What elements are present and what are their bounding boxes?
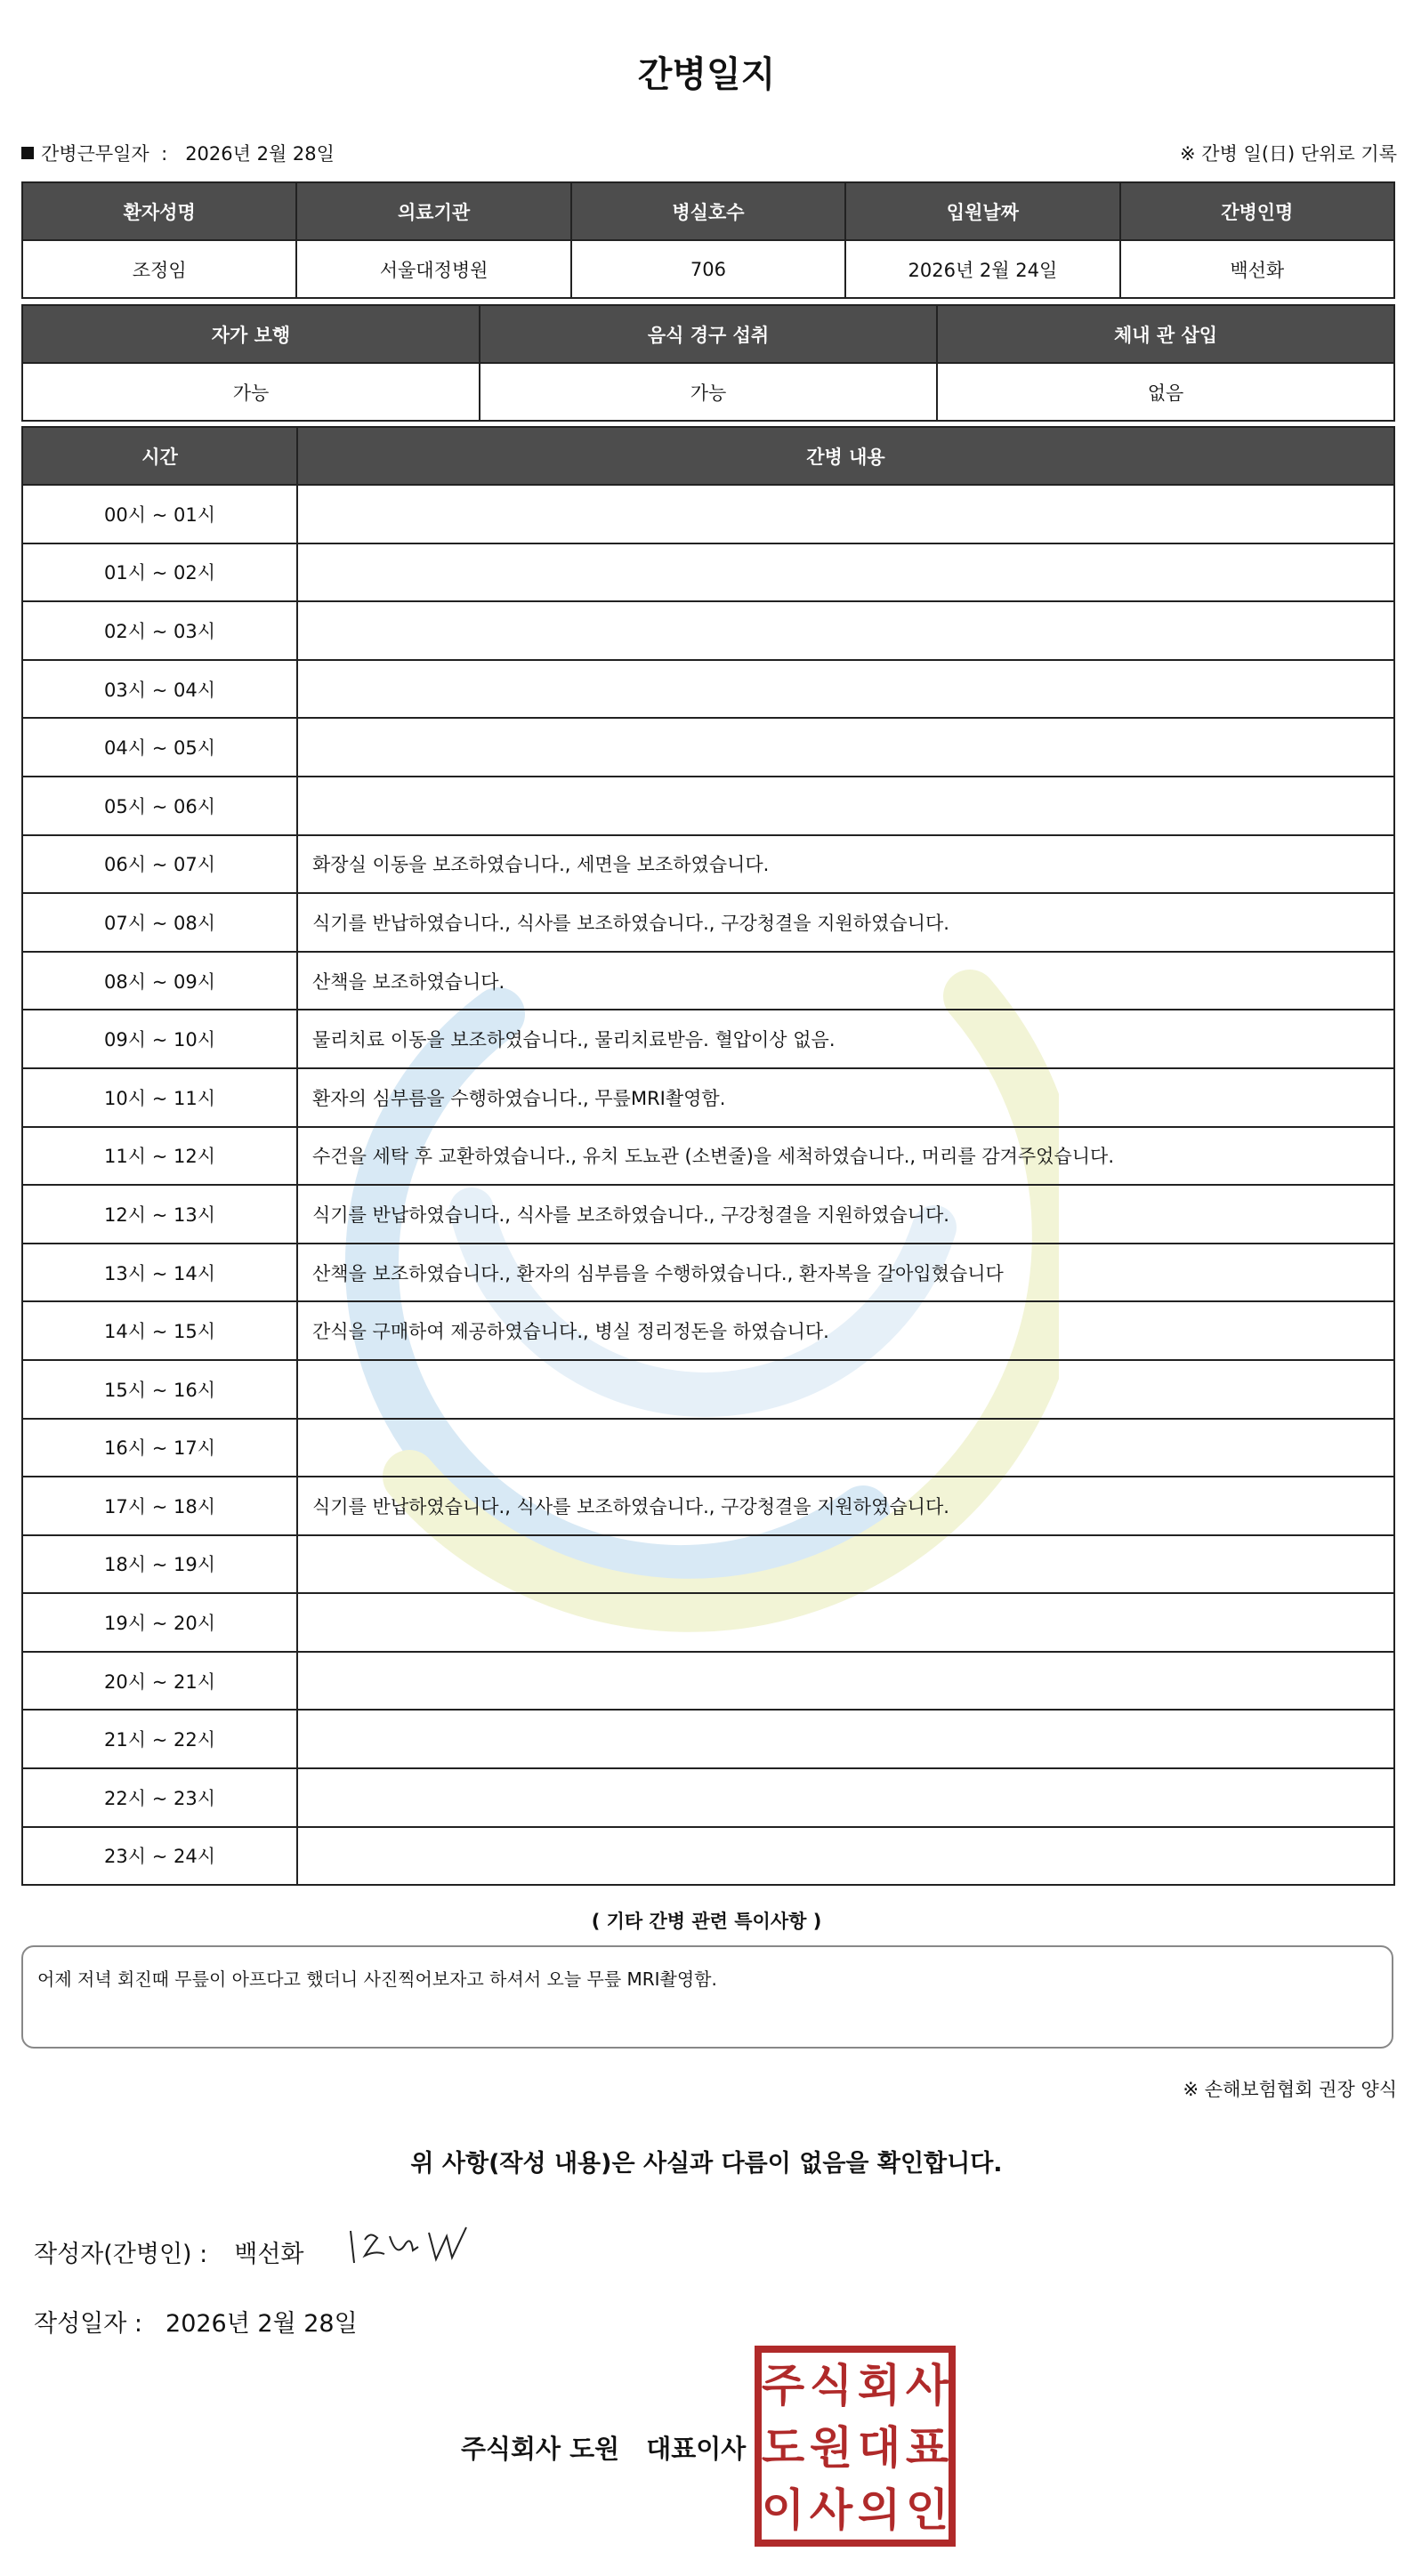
bullet-square-icon [21, 147, 34, 159]
header-time: 시간 [22, 427, 297, 485]
table-row [22, 1301, 1394, 1360]
table-row [22, 893, 1394, 952]
separator: : [161, 143, 168, 165]
company-line [461, 2429, 746, 2466]
confirmation-statement: 위 사항(작성 내용)은 사실과 다름이 없음을 확인합니다. [410, 2150, 1003, 2178]
table-row [22, 543, 1394, 602]
writer-name: 백선화 [234, 2241, 304, 2268]
table-row [22, 835, 1394, 894]
table-row [22, 660, 1394, 719]
table-row [22, 1010, 1394, 1068]
seal-character: 표 [905, 2422, 949, 2474]
time-cell: 11시 ~ 12시 [22, 1127, 297, 1186]
time-cell: 07시 ~ 08시 [22, 893, 297, 952]
etc-notes-box [21, 1945, 1393, 2049]
care-content-cell [297, 1827, 1394, 1886]
header-tube-insertion: 체내 관 삽입 [937, 305, 1394, 363]
table-row [22, 1127, 1394, 1186]
care-content-cell: 산책을 보조하였습니다. [297, 952, 1394, 1010]
care-content-cell: 환자의 심부름을 수행하였습니다., 무릎MRI촬영함. [297, 1068, 1394, 1127]
table-row [22, 1710, 1394, 1768]
oral-intake-value: 가능 [480, 363, 937, 421]
admission-date: 2026년 2월 24일 [845, 240, 1119, 298]
table-row [22, 777, 1394, 835]
handwritten-signature [343, 2220, 495, 2274]
care-content-cell [297, 777, 1394, 835]
time-cell: 02시 ~ 03시 [22, 601, 297, 660]
time-cell: 06시 ~ 07시 [22, 835, 297, 894]
table-row [22, 1185, 1394, 1244]
time-cell: 21시 ~ 22시 [22, 1710, 297, 1768]
table-row [22, 601, 1394, 660]
time-cell: 00시 ~ 01시 [22, 485, 297, 543]
patient-info-table [21, 181, 1395, 299]
page-title: 간병일지 [637, 54, 776, 95]
table-row [22, 1068, 1394, 1127]
time-cell: 23시 ~ 24시 [22, 1827, 297, 1886]
table-row [22, 1827, 1394, 1886]
care-content-cell [297, 601, 1394, 660]
header-self-walking: 자가 보행 [22, 305, 480, 363]
care-content-cell: 식기를 반납하였습니다., 식사를 보조하였습니다., 구강청결을 지원하였습니다. [297, 893, 1394, 952]
company-representative: 대표이사 [646, 2434, 747, 2464]
company-name: 주식회사 도원 [461, 2434, 620, 2464]
care-content-cell: 식기를 반납하였습니다., 식사를 보조하였습니다., 구강청결을 지원하였습니다. [297, 1185, 1394, 1244]
care-content-cell: 물리치료 이동을 보조하였습니다., 물리치료받음. 혈압이상 없음. [297, 1010, 1394, 1068]
writer-line [34, 2234, 304, 2269]
work-date-value: 2026년 2월 28일 [185, 143, 335, 165]
etc-notes-title: ( 기타 간병 관련 특이사항 ) [591, 1911, 822, 1932]
written-date-label: 작성일자 : [34, 2310, 143, 2338]
time-cell: 12시 ~ 13시 [22, 1185, 297, 1244]
time-cell: 18시 ~ 19시 [22, 1535, 297, 1594]
care-content-cell [297, 543, 1394, 602]
care-content-cell [297, 1419, 1394, 1477]
table-row [22, 1593, 1394, 1652]
time-cell: 19시 ~ 20시 [22, 1593, 297, 1652]
care-content-cell [297, 1593, 1394, 1652]
care-content-cell: 산책을 보조하였습니다., 환자의 심부름을 수행하였습니다., 환자복을 갈아입혔습니다 [297, 1244, 1394, 1302]
seal-character: 원 [809, 2422, 853, 2474]
table-row [22, 1360, 1394, 1419]
table-row [22, 485, 1394, 543]
etc-notes-text: 어제 저녁 회진때 무릎이 아프다고 했더니 사진찍어보자고 하셔서 오늘 무릎 MRI촬영함. [37, 1968, 717, 1990]
header-patient-name: 환자성명 [22, 182, 296, 240]
care-content-cell [297, 718, 1394, 777]
table-row [22, 1477, 1394, 1535]
company-seal-stamp [755, 2346, 956, 2547]
caregiver-name: 백선화 [1120, 240, 1394, 298]
header-oral-intake: 음식 경구 섭취 [480, 305, 937, 363]
time-cell: 09시 ~ 10시 [22, 1010, 297, 1068]
care-log-table [21, 426, 1395, 1886]
header-hospital: 의료기관 [296, 182, 570, 240]
time-cell: 13시 ~ 14시 [22, 1244, 297, 1302]
seal-character: 이 [761, 2484, 805, 2536]
time-cell: 10시 ~ 11시 [22, 1068, 297, 1127]
seal-character: 사 [905, 2360, 949, 2411]
time-cell: 01시 ~ 02시 [22, 543, 297, 602]
time-cell: 15시 ~ 16시 [22, 1360, 297, 1419]
care-content-cell [297, 1768, 1394, 1827]
patient-status-table [21, 304, 1395, 422]
seal-character: 의 [857, 2484, 901, 2536]
seal-character: 도 [761, 2422, 805, 2474]
room-number: 706 [571, 240, 845, 298]
hospital-name: 서울대정병원 [296, 240, 570, 298]
table-row [22, 1768, 1394, 1827]
table-row [22, 718, 1394, 777]
time-cell: 05시 ~ 06시 [22, 777, 297, 835]
table-row [22, 952, 1394, 1010]
writer-label: 작성자(간병인) : [34, 2241, 208, 2268]
header-care-content: 간병 내용 [297, 427, 1394, 485]
association-form-note: ※ 손해보험협회 권장 양식 [1183, 2079, 1397, 2100]
header-caregiver-name: 간병인명 [1120, 182, 1394, 240]
seal-character: 회 [857, 2360, 901, 2411]
table-row [22, 1419, 1394, 1477]
time-cell: 04시 ~ 05시 [22, 718, 297, 777]
written-date-line [34, 2304, 358, 2339]
seal-character: 주 [761, 2360, 805, 2411]
time-cell: 22시 ~ 23시 [22, 1768, 297, 1827]
self-walking-value: 가능 [22, 363, 480, 421]
table-row [22, 1244, 1394, 1302]
care-content-cell: 간식을 구매하여 제공하였습니다., 병실 정리정돈을 하였습니다. [297, 1301, 1394, 1360]
time-cell: 20시 ~ 21시 [22, 1652, 297, 1711]
care-content-cell: 식기를 반납하였습니다., 식사를 보조하였습니다., 구강청결을 지원하였습니다. [297, 1477, 1394, 1535]
care-content-cell [297, 1652, 1394, 1711]
daily-record-note: ※ 간병 일(日) 단위로 기록 [1180, 143, 1397, 165]
written-date-value: 2026년 2월 28일 [166, 2310, 358, 2338]
seal-character: 식 [809, 2360, 853, 2411]
header-room: 병실호수 [571, 182, 845, 240]
tube-insertion-value: 없음 [937, 363, 1394, 421]
header-admission-date: 입원날짜 [845, 182, 1119, 240]
table-row [22, 1535, 1394, 1594]
care-content-cell [297, 485, 1394, 543]
patient-name: 조정임 [22, 240, 296, 298]
care-content-cell [297, 1360, 1394, 1419]
care-content-cell: 수건을 세탁 후 교환하였습니다., 유치 도뇨관 (소변줄)을 세척하였습니다., 머리를 감겨주었습니다. [297, 1127, 1394, 1186]
seal-character: 대 [857, 2422, 901, 2474]
care-content-cell [297, 1710, 1394, 1768]
seal-character: 사 [809, 2484, 853, 2536]
care-content-cell [297, 660, 1394, 719]
time-cell: 14시 ~ 15시 [22, 1301, 297, 1360]
work-date-line [21, 140, 335, 166]
care-content-cell [297, 1535, 1394, 1594]
work-date-label: 간병근무일자 [41, 143, 149, 165]
time-cell: 16시 ~ 17시 [22, 1419, 297, 1477]
seal-character: 인 [905, 2484, 949, 2536]
care-content-cell: 화장실 이동을 보조하였습니다., 세면을 보조하였습니다. [297, 835, 1394, 894]
time-cell: 03시 ~ 04시 [22, 660, 297, 719]
table-row [22, 1652, 1394, 1711]
time-cell: 08시 ~ 09시 [22, 952, 297, 1010]
time-cell: 17시 ~ 18시 [22, 1477, 297, 1535]
